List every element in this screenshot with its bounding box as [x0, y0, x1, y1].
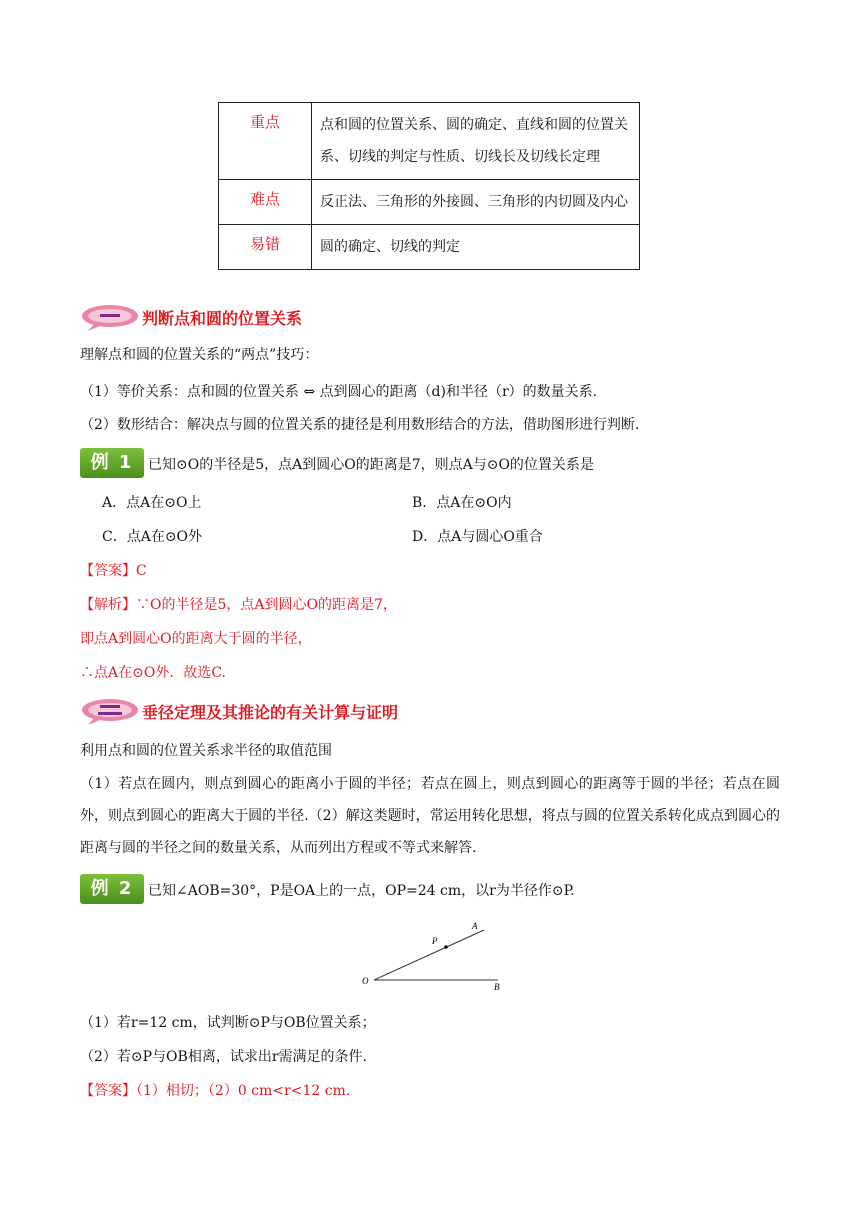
- tip-1-text-b: 点到圆心的距离（d)和半径（r）的数量关系.: [319, 384, 598, 400]
- tip-2: （2）数形结合：解决点与圆的位置关系的捷径是利用数形结合的方法，借助图形进行判断.: [80, 417, 640, 433]
- section-title: 垂径定理及其推论的有关计算与证明: [142, 703, 399, 722]
- option-c: C．点A在⊙O外: [102, 529, 203, 545]
- double-arrow-icon: ⇔: [303, 384, 316, 400]
- example-2-badge: 例 2: [80, 874, 144, 904]
- example-1-question: 已知⊙O的半径是5，点A到圆心O的距离是7，则点A与⊙O的位置关系是: [148, 457, 594, 473]
- row-value: 点和圆的位置关系、圆的确定、直线和圆的位置关系、切线的判定与性质、切线长及切线长定理: [312, 103, 640, 180]
- angle-figure: [360, 918, 520, 994]
- table-row: [219, 180, 640, 225]
- row-key: 易错: [219, 225, 312, 270]
- option-b: B．点A在⊙O内: [412, 495, 512, 511]
- option-d: D．点A与圆心O重合: [412, 529, 543, 545]
- speech-bubble-icon: [80, 304, 140, 332]
- row-value: 圆的确定、切线的判定: [312, 225, 640, 270]
- example-1-badge: 例 1: [80, 448, 144, 478]
- example-1-analysis-3: ∴点A在⊙O外．故选C.: [80, 665, 226, 681]
- section-title: 判断点和圆的位置关系: [142, 309, 303, 328]
- answer-value: （1）相切；（2）0 cm<r<12 cm.: [136, 1083, 351, 1099]
- ray-oa: [374, 930, 484, 980]
- row-value: 反正法、三角形的外接圆、三角形的内切圆及内心: [312, 180, 640, 225]
- example-1-analysis-1: [80, 594, 397, 614]
- table-row: [219, 103, 640, 180]
- analysis-label: 【解析】: [80, 597, 136, 613]
- section2-intro: 利用点和圆的位置关系求半径的取值范围: [80, 743, 332, 759]
- label-b: B: [494, 982, 500, 992]
- row-key: 难点: [219, 180, 312, 225]
- answer-value: C: [136, 563, 147, 579]
- point-p: [444, 945, 448, 949]
- example-2-question: 已知∠AOB=30°，P是OA上的一点，OP=24 cm，以r为半径作⊙P.: [148, 883, 575, 899]
- label-a: A: [472, 921, 478, 931]
- section2-paragraph: （1）若点在圆内，则点到圆心的距离小于圆的半径；若点在圆上，则点到圆心的距离等于圆的半径；若点在圆外，则点到圆心的距离大于圆的半径.（2）解这类题时，常运用转化思想，将点与圆的位置关系转化成点到圆心的距离与圆的半径之间的数量关系，从而列出方程或不等式来解答.: [80, 776, 780, 856]
- analysis-text: ∵O的半径是5，点A到圆心O的距离是7，: [136, 597, 397, 613]
- answer-label: 【答案】: [80, 563, 136, 579]
- row-key: 重点: [219, 103, 312, 180]
- answer-label: 【答案】: [80, 1083, 136, 1099]
- tip-1-text-a: （1）等价关系：点和圆的位置关系: [80, 384, 299, 400]
- table-row: [219, 225, 640, 270]
- example-2-q1: （1）若r=12 cm，试判断⊙P与OB位置关系；: [80, 1015, 376, 1031]
- example-1-answer: [80, 560, 147, 580]
- tip-1: [80, 381, 597, 401]
- summary-table: [218, 102, 640, 270]
- speech-bubble-icon: [80, 698, 140, 726]
- section1-intro: 理解点和圆的位置关系的“两点”技巧：: [80, 347, 319, 363]
- example-2-q2: （2）若⊙P与OB相离，试求出r需满足的条件.: [80, 1049, 367, 1065]
- label-p: P: [432, 936, 438, 946]
- example-2-answer: [80, 1080, 350, 1100]
- label-o: O: [362, 976, 369, 986]
- example-1-analysis-2: 即点A到圆心O的距离大于圆的半径，: [80, 631, 312, 647]
- option-a: A．点A在⊙O上: [102, 495, 202, 511]
